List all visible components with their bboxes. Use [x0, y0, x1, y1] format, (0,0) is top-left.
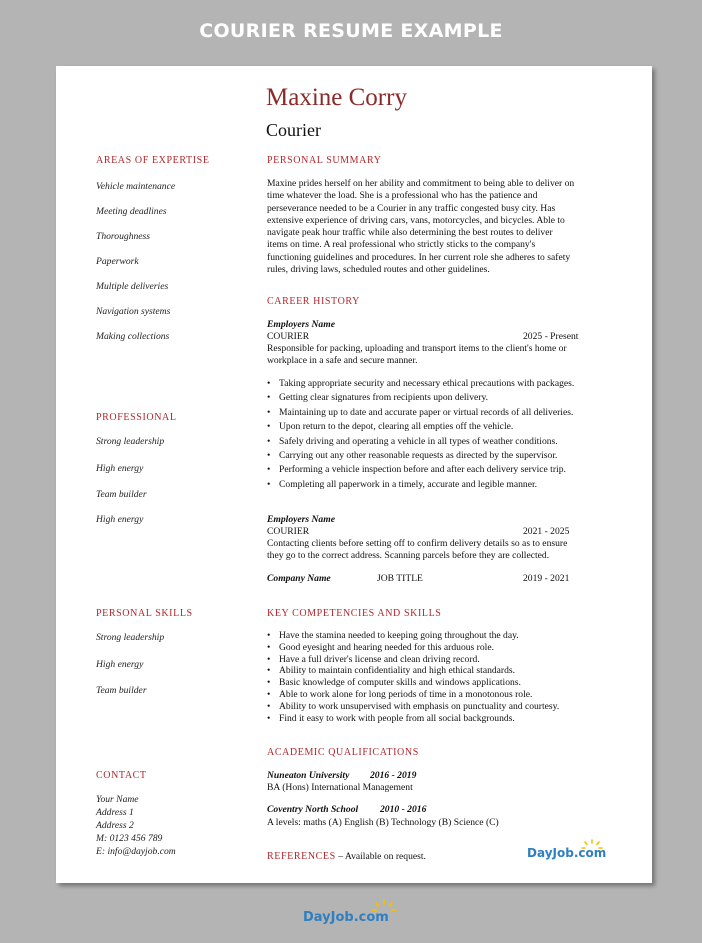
duty-item: • Upon return to the depot, clearing all empties off the vehicle. [267, 420, 637, 434]
job1-description [267, 343, 627, 368]
career-heading: CAREER HISTORY [267, 296, 360, 307]
job2-role: COURIER [267, 526, 310, 537]
duty-item: • Taking appropriate security and necessary ethical precautions with packages. [267, 377, 637, 391]
references-text: – Available on request. [335, 851, 426, 862]
competency-item: • Have a full driver's license and clean driving record. [267, 654, 637, 666]
duty-item: • Maintaining up to date and accurate paper or virtual records of all deliveries. [267, 406, 637, 420]
job1-desc-line: Responsible for packing, uploading and transport items to the client's home or [267, 343, 567, 354]
professional-item: High energy [96, 514, 144, 525]
job2-dates: 2021 - 2025 [523, 526, 570, 537]
school-name: Coventry North School [267, 804, 359, 815]
competency-item: • Able to work alone for long periods of time in a monotonous role. [267, 689, 637, 701]
job1-dates: 2025 - Present [523, 331, 579, 342]
competency-item: • Ability to work unsupervised with emphasis on punctuality and courtesy. [267, 701, 637, 713]
summary-line: time whatever the load. She is a professional who has the patience and [267, 190, 538, 202]
contact-phone: M: 0123 456 789 [96, 833, 163, 844]
job2-desc-line: Contacting clients before setting off to confirm delivery details so as to ensure [267, 538, 568, 549]
personal-skill-item: Team builder [96, 685, 147, 696]
contact-name: Your Name [96, 794, 139, 805]
expertise-item: Multiple deliveries [96, 281, 169, 292]
job2-desc-line: they go to the correct address. Scanning parcels before they are collected. [267, 550, 550, 562]
competency-item: • Find it easy to work with people from all social backgrounds. [267, 713, 637, 725]
contact-address-2: Address 2 [96, 820, 134, 831]
duty-item: • Safely driving and operating a vehicle in all types of weather conditions. [267, 435, 637, 449]
job3-role: JOB TITLE [377, 573, 423, 584]
professional-item: Team builder [96, 489, 147, 500]
summary-line: perseverance needed to be a Courier in any traffic congested busy city. Has [267, 202, 556, 214]
references-line [267, 851, 426, 862]
summary-heading: PERSONAL SUMMARY [267, 155, 382, 166]
logo-com: .com [353, 910, 389, 925]
competency-item: • Good eyesight and hearing needed for this arduous role. [267, 642, 637, 654]
expertise-heading: AREAS OF EXPERTISE [96, 155, 210, 166]
logo-day: Day [303, 910, 331, 925]
contact-email[interactable]: E: info@dayjob.com [96, 846, 176, 857]
page-banner: COURIER RESUME EXAMPLE [199, 20, 503, 42]
logo-job: Job [552, 846, 574, 860]
job2-description [267, 538, 627, 563]
contact-heading: CONTACT [96, 770, 147, 781]
candidate-name: Maxine Corry [266, 84, 407, 111]
expertise-item: Vehicle maintenance [96, 181, 176, 192]
job1-role: COURIER [267, 331, 310, 342]
job2-employer: Employers Name [267, 514, 335, 525]
school-dates: 2010 - 2016 [380, 804, 427, 815]
job1-duties [267, 377, 637, 492]
job3-company: Company Name [267, 573, 331, 584]
summary-line: rules, driving laws, scheduled routes and other guidelines. [267, 264, 490, 276]
logo-job: Job [330, 910, 354, 925]
sun-icon [580, 838, 604, 854]
sun-icon [370, 898, 398, 918]
university-degree: BA (Hons) International Management [267, 782, 413, 793]
resume-page [56, 66, 652, 883]
professional-heading: PROFESSIONAL [96, 412, 177, 423]
university-name: Nuneaton University [267, 770, 350, 781]
logo-com: .com [573, 846, 607, 860]
duty-item: • Getting clear signatures from recipients upon delivery. [267, 391, 637, 405]
expertise-item: Thoroughness [96, 231, 151, 242]
expertise-item: Making collections [96, 331, 170, 342]
duty-item: • Carrying out any other reasonable requests as directed by the supervisor. [267, 449, 637, 463]
professional-item: Strong leadership [96, 436, 165, 447]
competency-item: • Ability to maintain confidentiality and high ethical standards. [267, 665, 637, 677]
summary-line: extensive experience of driving cars, vans, motorcycles, and bicycles. Able to [267, 214, 565, 226]
expertise-item: Paperwork [96, 256, 139, 267]
summary-line: functioning guidelines and procedures. In her current role she adheres to safety [267, 251, 571, 263]
job1-employer: Employers Name [267, 319, 335, 330]
competencies-heading: KEY COMPETENCIES AND SKILLS [267, 608, 442, 619]
duty-item: • Completing all paperwork in a timely, accurate and legible manner. [267, 478, 637, 492]
school-detail: A levels: maths (A) English (B) Technology (B) Science (C) [267, 817, 499, 828]
personal-skills-heading: PERSONAL SKILLS [96, 608, 193, 619]
professional-item: High energy [96, 463, 144, 474]
summary-line: items on time. A real professional who strictly sticks to the company's [267, 239, 536, 251]
competency-item: • Basic knowledge of computer skills and windows applications. [267, 677, 637, 689]
expertise-item: Navigation systems [96, 306, 171, 317]
job1-desc-line: workplace in a safe and secure manner. [267, 355, 418, 367]
university-dates: 2016 - 2019 [370, 770, 417, 781]
academic-heading: ACADEMIC QUALIFICATIONS [267, 747, 419, 758]
personal-skill-item: High energy [96, 659, 144, 670]
summary-line: Maxine prides herself on her ability and commitment to being able to deliver on [267, 178, 575, 189]
summary-text [267, 178, 627, 276]
duty-item: • Performing a vehicle inspection before and after each delivery service trip. [267, 463, 637, 477]
job3-dates: 2019 - 2021 [523, 573, 570, 584]
competency-item: • Have the stamina needed to keeping going throughout the day. [267, 630, 637, 642]
summary-line: navigate peak hour traffic while also determining the best routes to deliver [267, 227, 553, 239]
expertise-item: Meeting deadlines [96, 206, 167, 217]
candidate-title: Courier [266, 120, 321, 140]
logo-day: Day [527, 846, 553, 860]
contact-address-1: Address 1 [96, 807, 134, 818]
references-label: REFERENCES [267, 851, 336, 862]
competencies-list [267, 630, 637, 724]
personal-skill-item: Strong leadership [96, 632, 165, 643]
